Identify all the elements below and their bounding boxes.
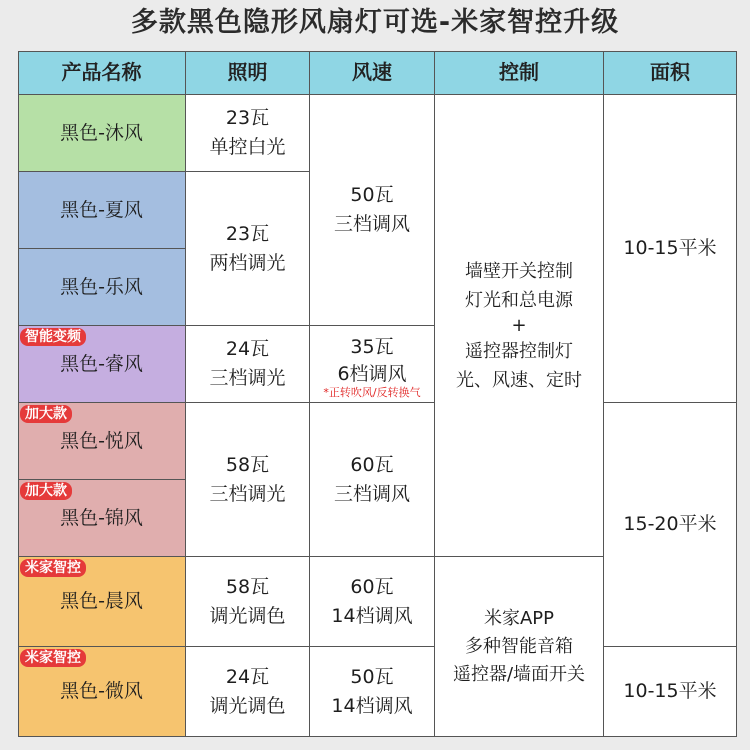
wind-desc: 14档调风 (331, 604, 413, 627)
header-area: 面积 (604, 51, 737, 95)
product-name: 黑色-睿风 (60, 352, 143, 375)
area-value: 10-15平米 (623, 237, 717, 259)
lighting-power: 24瓦 (225, 338, 270, 360)
wind-cell (310, 403, 435, 557)
control-line: 多种智能音箱 (465, 635, 573, 657)
area-cell (604, 95, 737, 403)
lighting-power: 58瓦 (225, 575, 270, 598)
wind-desc: 6档调风 (337, 363, 407, 385)
product-name: 黑色-锦风 (60, 506, 143, 529)
area-cell (604, 403, 737, 647)
lighting-cell (186, 557, 310, 647)
wind-desc: 三档调风 (333, 213, 410, 235)
header-light: 照明 (186, 51, 310, 95)
control-cell (435, 557, 604, 737)
control-line: 遥控器控制灯 (465, 340, 573, 362)
product-cell (18, 326, 186, 403)
area-cell (604, 647, 737, 737)
feature-badge: 加大款 (20, 482, 72, 500)
feature-badge: 智能变频 (20, 328, 86, 346)
lighting-cell (186, 172, 310, 326)
product-cell (18, 95, 186, 172)
wind-power: 50瓦 (350, 665, 394, 688)
product-name: 黑色-悦风 (60, 429, 143, 452)
control-cell (435, 95, 604, 557)
lighting-cell (186, 647, 310, 737)
lighting-desc: 两档调光 (209, 251, 286, 274)
wind-note: *正转吹风/反转换气 (323, 386, 421, 399)
product-cell (18, 172, 186, 249)
control-line: 遥控器/墙面开关 (452, 663, 586, 685)
lighting-desc: 三档调光 (209, 367, 286, 389)
lighting-desc: 调光调色 (209, 604, 286, 627)
header-wind: 风速 (310, 51, 435, 95)
wind-power: 50瓦 (350, 184, 394, 206)
lighting-power: 58瓦 (225, 453, 270, 476)
product-cell (18, 557, 186, 647)
header-control: 控制 (435, 51, 604, 95)
control-line: 米家APP (483, 607, 555, 629)
control-line: + (511, 314, 527, 336)
product-cell (18, 403, 186, 480)
wind-power: 35瓦 (350, 336, 394, 358)
wind-cell (310, 557, 435, 647)
lighting-desc: 三档调光 (209, 482, 286, 505)
product-cell (18, 647, 186, 737)
product-cell (18, 480, 186, 557)
lighting-power: 24瓦 (225, 665, 270, 688)
header-name: 产品名称 (18, 51, 186, 95)
wind-cell (310, 647, 435, 737)
product-name: 黑色-微风 (60, 680, 143, 702)
product-name: 黑色-沐风 (60, 121, 143, 144)
product-cell (18, 249, 186, 326)
lighting-cell (186, 95, 310, 172)
page-title: 多款黑色隐形风扇灯可选-米家智控升级 (130, 7, 620, 38)
feature-badge: 加大款 (20, 405, 72, 423)
wind-cell (310, 95, 435, 326)
product-name: 黑色-乐风 (60, 275, 143, 298)
lighting-cell (186, 326, 310, 403)
wind-cell (310, 326, 435, 403)
product-name: 黑色-晨风 (60, 590, 143, 612)
area-value: 10-15平米 (623, 680, 717, 702)
control-line: 灯光和总电源 (465, 289, 573, 311)
lighting-power: 23瓦 (225, 107, 270, 129)
lighting-desc: 单控白光 (209, 136, 286, 158)
feature-badge: 米家智控 (20, 649, 86, 667)
control-line: 光、风速、定时 (456, 369, 582, 391)
feature-badge: 米家智控 (20, 559, 86, 577)
control-line: 墙壁开关控制 (465, 260, 573, 282)
lighting-cell (186, 403, 310, 557)
lighting-desc: 调光调色 (209, 694, 286, 717)
wind-power: 60瓦 (350, 453, 394, 476)
product-name: 黑色-夏风 (60, 198, 143, 221)
lighting-power: 23瓦 (225, 222, 270, 245)
area-value: 15-20平米 (623, 513, 717, 535)
wind-desc: 14档调风 (331, 694, 413, 717)
wind-desc: 三档调风 (333, 482, 410, 505)
wind-power: 60瓦 (350, 575, 394, 598)
